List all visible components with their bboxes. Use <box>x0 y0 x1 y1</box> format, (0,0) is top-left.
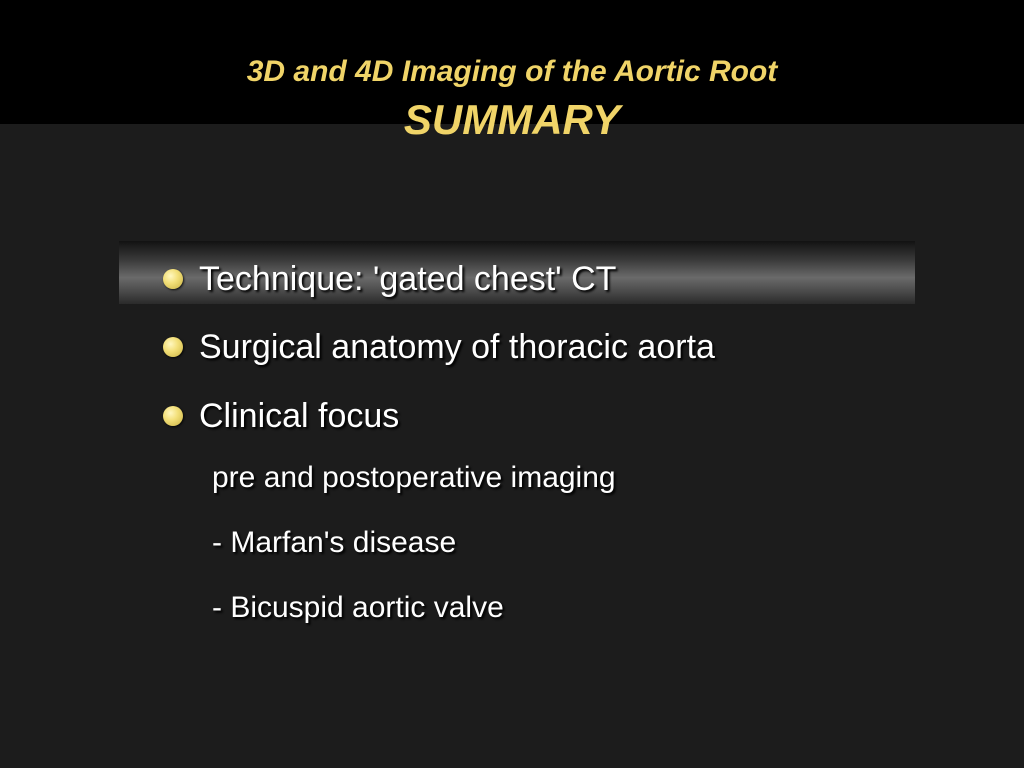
bullet-text: Surgical anatomy of thoracic aorta <box>199 328 715 366</box>
bullet-dot-icon <box>163 269 183 289</box>
bullet-dot-icon <box>163 406 183 426</box>
bullet-dot-icon <box>163 337 183 357</box>
sub-item-bicuspid: - Bicuspid aortic valve <box>212 591 504 624</box>
slide-title: 3D and 4D Imaging of the Aortic Root <box>246 55 778 88</box>
bullet-text: Technique: 'gated chest' CT <box>199 260 617 298</box>
slide-subtitle: SUMMARY <box>403 96 621 143</box>
bullet-text: Clinical focus <box>199 397 400 435</box>
sub-item-marfan: - Marfan's disease <box>212 526 457 559</box>
sub-item-imaging: pre and postoperative imaging <box>212 461 616 494</box>
